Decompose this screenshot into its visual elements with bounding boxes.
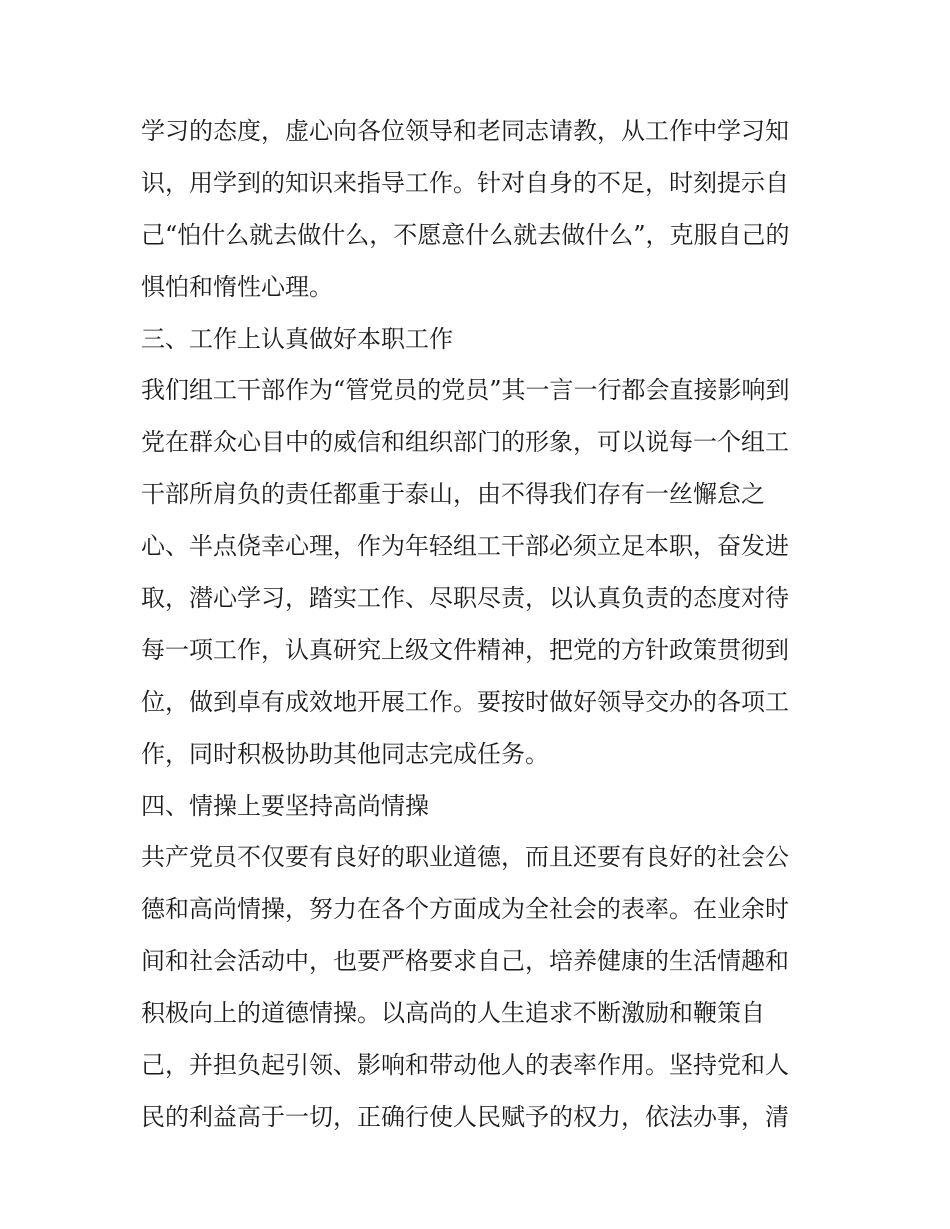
text-line: 识，用学到的知识来指导工作。针对自身的不足，时刻提示自 bbox=[141, 168, 789, 197]
text-line: 取，潜心学习，踏实工作、尽职尽责，以认真负责的态度对待 bbox=[141, 584, 789, 613]
text-line: 德和高尚情操，努力在各个方面成为全社会的表率。在业余时 bbox=[141, 895, 789, 924]
text-line: 民的利益高于一切，正确行使人民赋予的权力，依法办事，清 bbox=[141, 1102, 789, 1131]
text-line: 作，同时积极协助其他同志完成任务。 bbox=[141, 739, 549, 768]
text-line: 学习的态度，虚心向各位领导和老同志请教，从工作中学习知 bbox=[141, 117, 789, 145]
text-line: 己“怕什么就去做什么，不愿意什么就去做什么”，克服自己的 bbox=[141, 220, 790, 249]
text-line: 每一项工作，认真研究上级文件精神，把党的方针政策贯彻到 bbox=[141, 635, 789, 664]
text-line: 惧怕和惰性心理。 bbox=[141, 272, 333, 301]
text-line: 位，做到卓有成效地开展工作。要按时做好领导交办的各项工 bbox=[141, 687, 789, 716]
text-line: 心、半点侥幸心理，作为年轻组工干部必须立足本职，奋发进 bbox=[141, 532, 789, 561]
text-line: 干部所肩负的责任都重于泰山，由不得我们存有一丝懈怠之 bbox=[141, 480, 765, 509]
text-line: 共产党员不仅要有良好的职业道德，而且还要有良好的社会公 bbox=[141, 843, 789, 872]
document-body bbox=[141, 106, 821, 1144]
section-heading-3: 三、工作上认真做好本职工作 bbox=[141, 324, 453, 353]
text-line: 党在群众心目中的威信和组织部门的形象，可以说每一个组工 bbox=[141, 428, 789, 457]
text-line: 间和社会活动中，也要严格要求自己，培养健康的生活情趣和 bbox=[141, 947, 789, 976]
section-heading-4: 四、情操上要坚持高尚情操 bbox=[141, 791, 429, 820]
text-line: 己，并担负起引领、影响和带动他人的表率作用。坚持党和人 bbox=[141, 1051, 789, 1080]
text-line: 积极向上的道德情操。以高尚的人生追求不断激励和鞭策自 bbox=[141, 999, 765, 1028]
text-line: 我们组工干部作为“管党员的党员”其一言一行都会直接影响到 bbox=[141, 376, 790, 405]
